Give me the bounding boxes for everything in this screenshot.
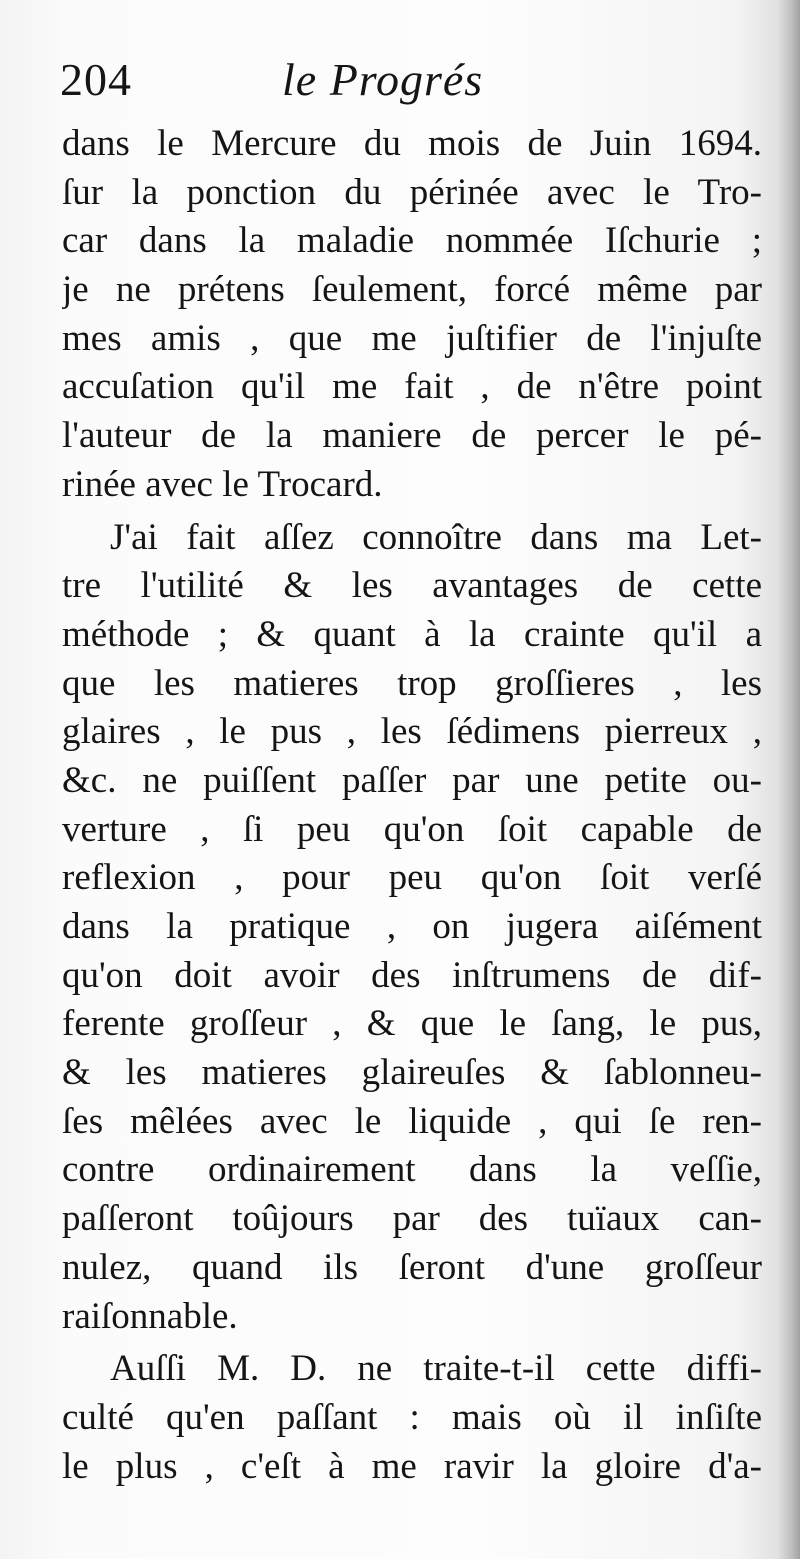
text-line: dans la pratique , on jugera aiſément [62,906,762,947]
text-line: méthode ; & quant à la crainte qu'il a [62,613,762,655]
text-line: qu'on doit avoir des inſtrumens de dif- [62,954,762,996]
text-line: reflexion , pour peu qu'on ſoit verſé [62,857,762,899]
running-head: le Progrés [282,54,484,105]
text-line: accuſation qu'il me fait , de n'être point [62,366,762,408]
page-header [60,50,760,110]
text-line: mes amis , que me juſtifier de l'injuſte [62,317,762,359]
text-line: tre l'utilité & les avantages de cette [62,565,762,607]
text-line: dans le Mercure du mois de Juin 1694. [62,123,762,164]
text-line: nulez, quand ils ſeront d'une groſſeur [62,1246,762,1288]
text-line: le plus , c'eſt à me ravir la gloire d'a- [62,1445,762,1487]
page-edge-shadow [778,0,800,1559]
body-text [62,120,762,1491]
text-line: J'ai fait aſſez connoître dans ma Let- [110,516,762,558]
text-line: paſſeront toûjours par des tuïaux can- [62,1198,762,1240]
text-line: je ne prétens ſeulement, forcé même par [62,269,762,311]
text-line: culté qu'en paſſant : mais où il inſiſte [62,1396,762,1438]
text-line: ferente groſſeur , & que le ſang, le pus, [62,1003,762,1045]
text-line: Auſſi M. D. ne traite-t-il cette diffi- [110,1348,762,1390]
page-number: 204 [60,54,132,105]
text-line: ſes mêlées avec le liquide , qui ſe ren- [62,1100,762,1142]
text-line: car dans la maladie nommée Iſchurie ; [62,220,762,262]
text-line: ſur la ponction du périnée avec le Tro- [62,171,762,213]
text-line: rinée avec le Trocard. [62,463,383,505]
text-line: verture , ſi peu qu'on ſoit capable de [62,808,762,850]
text-line: & les matieres glaireuſes & ſablonneu- [62,1052,762,1094]
text-line: l'auteur de la maniere de percer le pé- [62,415,762,457]
text-line: raiſonnable. [62,1295,238,1337]
text-line: glaires , le pus , les ſédimens pierreux , [62,711,762,753]
text-line: contre ordinairement dans la veſſie, [62,1149,762,1191]
text-line: que les matieres trop groſſieres , les [62,662,762,704]
text-line: &c. ne puiſſent paſſer par une petite ou- [62,759,762,801]
